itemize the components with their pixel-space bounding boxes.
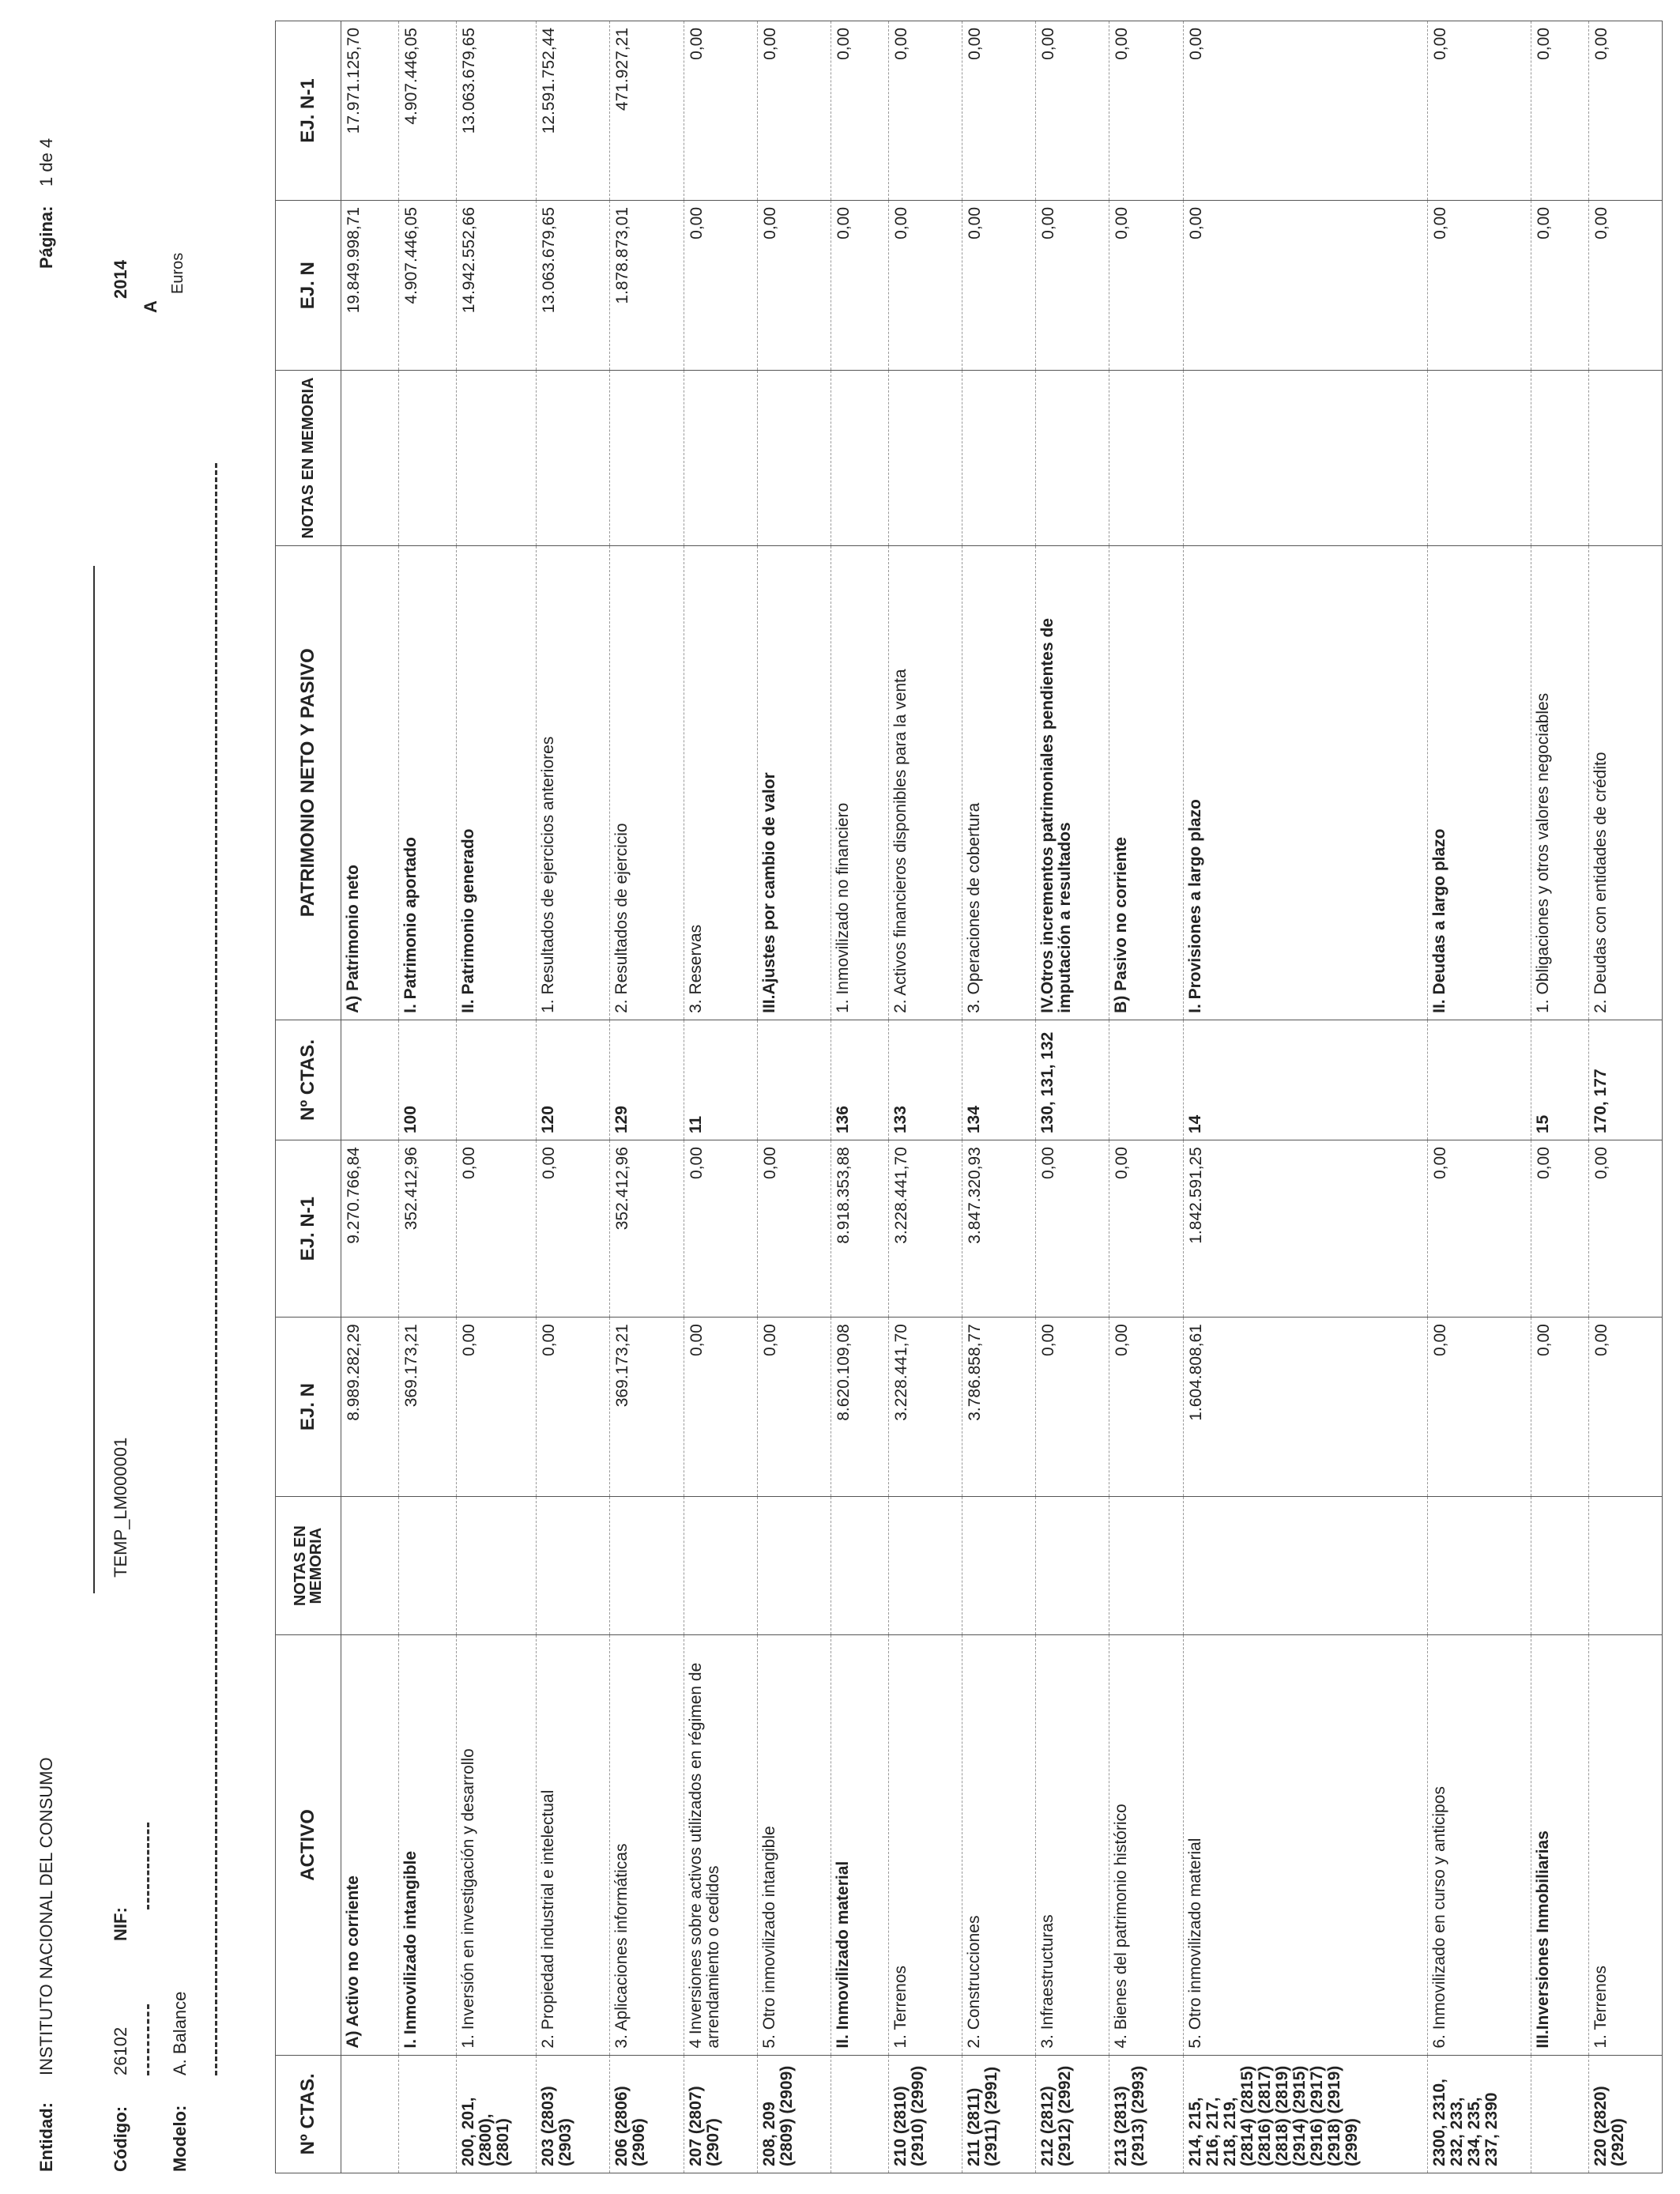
activo-ctas-cell: 212 (2812) (2912) (2992): [1036, 2055, 1109, 2173]
activo-ej-n1-cell: 0,00: [1036, 1140, 1109, 1318]
col-ej-n1-2-header: EJ. N-1: [276, 21, 341, 201]
modelo-label: Modelo:: [170, 2105, 190, 2172]
pasivo-ej-n1-cell: 0,00: [1588, 21, 1662, 201]
pasivo-ej-n1-cell: 0,00: [684, 21, 757, 201]
col-activo-header: ACTIVO: [276, 1635, 341, 2055]
pasivo-ej-n1-cell: 12.591.752,44: [537, 21, 610, 201]
activo-ej-n-cell: 369.173,21: [398, 1318, 456, 1497]
pasivo-ej-n1-cell: 0,00: [1036, 21, 1109, 201]
pasivo-ej-n-cell: 0,00: [1531, 200, 1588, 370]
activo-label-cell: III.Inversiones Inmobiliarias: [1531, 1635, 1588, 2055]
pasivo-notas-cell: [1036, 371, 1109, 545]
pasivo-label-cell: A) Patrimonio neto: [341, 545, 399, 1020]
activo-ej-n1-cell: 3.228.441,70: [888, 1140, 962, 1318]
table-row: [962, 21, 1035, 2173]
activo-ej-n1-cell: 0,00: [456, 1140, 536, 1318]
table-row: [684, 21, 757, 2173]
pasivo-ctas-cell: 120: [537, 1020, 610, 1140]
activo-ej-n-cell: 369.173,21: [610, 1318, 684, 1497]
pasivo-label-cell: 1. Inmovilizado no financiero: [831, 545, 888, 1020]
activo-notas-cell: [1588, 1497, 1662, 1635]
activo-notas-cell: [610, 1497, 684, 1635]
pasivo-notas-cell: [341, 371, 399, 545]
pasivo-label-cell: I. Patrimonio aportado: [398, 545, 456, 1020]
activo-ej-n-cell: 0,00: [757, 1318, 831, 1497]
nif-label: NIF:: [111, 1907, 130, 1941]
pasivo-ej-n1-cell: 4.907.446,05: [398, 21, 456, 201]
pasivo-ej-n1-cell: 471.927,21: [610, 21, 684, 201]
pasivo-ej-n-cell: 0,00: [1427, 200, 1531, 370]
activo-ctas-cell: 211 (2811) (2911) (2991): [962, 2055, 1035, 2173]
type-value: A: [141, 300, 160, 313]
col-ej-n-2-header: EJ. N: [276, 200, 341, 370]
table-row: [456, 21, 536, 2173]
activo-label-cell: I. Inmovilizado intangible: [398, 1635, 456, 2055]
pasivo-label-cell: 2. Resultados de ejercicio: [610, 545, 684, 1020]
pasivo-notas-cell: [888, 371, 962, 545]
pasivo-ej-n1-cell: 0,00: [1109, 21, 1183, 201]
table-row: [1036, 21, 1109, 2173]
pasivo-label-cell: 1. Obligaciones y otros valores negociables: [1531, 545, 1588, 1020]
activo-ctas-cell: [398, 2055, 456, 2173]
activo-ej-n1-cell: 0,00: [1531, 1140, 1588, 1318]
activo-ej-n-cell: 0,00: [684, 1318, 757, 1497]
codigo-label: Código:: [111, 2105, 130, 2172]
activo-ej-n1-cell: 9.270.766,84: [341, 1140, 399, 1318]
activo-ej-n-cell: 3.786.858,77: [962, 1318, 1035, 1497]
activo-ctas-cell: [831, 2055, 888, 2173]
temp-code: TEMP_LM000001: [111, 1437, 130, 1578]
activo-ej-n1-cell: 0,00: [684, 1140, 757, 1318]
activo-ctas-cell: 213 (2813) (2913) (2993): [1109, 2055, 1183, 2173]
codigo-dashes: [147, 2004, 149, 2075]
pasivo-notas-cell: [456, 371, 536, 545]
activo-ctas-cell: 206 (2806) (2906): [610, 2055, 684, 2173]
pasivo-ej-n1-cell: 13.063.679,65: [456, 21, 536, 201]
activo-ctas-cell: 220 (2820) (2920): [1588, 2055, 1662, 2173]
col-ej-n1-header: EJ. N-1: [276, 1140, 341, 1318]
activo-ej-n-cell: 0,00: [1531, 1318, 1588, 1497]
activo-label-cell: 2. Construcciones: [962, 1635, 1035, 2055]
pasivo-ctas-cell: [757, 1020, 831, 1140]
pasivo-label-cell: II. Patrimonio generado: [456, 545, 536, 1020]
pasivo-notas-cell: [610, 371, 684, 545]
activo-ej-n1-cell: 0,00: [1427, 1140, 1531, 1318]
activo-label-cell: 1. Inversión en investigación y desarrollo: [456, 1635, 536, 2055]
col-ej-n-header: EJ. N: [276, 1318, 341, 1497]
pasivo-notas-cell: [398, 371, 456, 545]
activo-ej-n1-cell: 8.918.353,88: [831, 1140, 888, 1318]
activo-ctas-cell: 200, 201, (2800), (2801): [456, 2055, 536, 2173]
pasivo-ctas-cell: 134: [962, 1020, 1035, 1140]
table-row: [1183, 21, 1427, 2173]
modelo-dashes: [215, 463, 217, 2075]
pasivo-ctas-cell: 133: [888, 1020, 962, 1140]
table-row: [398, 21, 456, 2173]
activo-ctas-cell: [1531, 2055, 1588, 2173]
pasivo-ctas-cell: 100: [398, 1020, 456, 1140]
pasivo-ej-n-cell: 0,00: [831, 200, 888, 370]
activo-ctas-cell: 207 (2807) (2907): [684, 2055, 757, 2173]
pasivo-ej-n-cell: 13.063.679,65: [537, 200, 610, 370]
modelo-value: A. Balance: [170, 1991, 190, 2075]
pasivo-ej-n-cell: 19.849.998,71: [341, 200, 399, 370]
pasivo-label-cell: IV.Otros incrementos patrimoniales pendientes de imputación a resultados: [1036, 545, 1109, 1020]
pasivo-ej-n-cell: 0,00: [757, 200, 831, 370]
pasivo-ctas-cell: 14: [1183, 1020, 1427, 1140]
pasivo-label-cell: III.Ajustes por cambio de valor: [757, 545, 831, 1020]
activo-notas-cell: [1109, 1497, 1183, 1635]
activo-ctas-cell: 210 (2810) (2910) (2990): [888, 2055, 962, 2173]
pasivo-notas-cell: [831, 371, 888, 545]
activo-ej-n1-cell: 0,00: [537, 1140, 610, 1318]
activo-ej-n1-cell: 352.412,96: [398, 1140, 456, 1318]
table-row: [1531, 21, 1588, 2173]
activo-ctas-cell: 214, 215, 216, 217, 218, 219, (2814) (2815) (2816) (2817) (2818) (2819) (2914) (2915) (2916) (2917) (2918) (2919) (2999): [1183, 2055, 1427, 2173]
activo-label-cell: 4. Bienes del patrimonio histórico: [1109, 1635, 1183, 2055]
activo-label-cell: 4 Inversiones sobre activos utilizados en régimen de arrendamiento o cedidos: [684, 1635, 757, 2055]
activo-ej-n1-cell: 3.847.320,93: [962, 1140, 1035, 1318]
pasivo-ej-n1-cell: 0,00: [831, 21, 888, 201]
pasivo-notas-cell: [1531, 371, 1588, 545]
col-notas-header: NOTAS EN MEMORIA: [276, 1497, 341, 1635]
activo-ej-n1-cell: 0,00: [757, 1140, 831, 1318]
activo-ej-n-cell: 8.620.109,08: [831, 1318, 888, 1497]
activo-notas-cell: [1183, 1497, 1427, 1635]
pasivo-label-cell: 3. Operaciones de cobertura: [962, 545, 1035, 1020]
pasivo-ctas-cell: 129: [610, 1020, 684, 1140]
table-row: [757, 21, 831, 2173]
table-row: [610, 21, 684, 2173]
table-row: [537, 21, 610, 2173]
table-row: [1427, 21, 1531, 2173]
entidad-label: Entidad:: [36, 2102, 56, 2172]
pasivo-ctas-cell: 130, 131, 132: [1036, 1020, 1109, 1140]
pasivo-label-cell: 3. Reservas: [684, 545, 757, 1020]
activo-notas-cell: [831, 1497, 888, 1635]
activo-notas-cell: [341, 1497, 399, 1635]
activo-label-cell: II. Inmovilizado material: [831, 1635, 888, 2055]
activo-label-cell: 2. Propiedad industrial e intelectual: [537, 1635, 610, 2055]
pasivo-label-cell: II. Deudas a largo plazo: [1427, 545, 1531, 1020]
currency-value: Euros: [169, 252, 186, 294]
table-row: [1588, 21, 1662, 2173]
activo-label-cell: 3. Aplicaciones informáticas: [610, 1635, 684, 2055]
pasivo-ej-n-cell: 4.907.446,05: [398, 200, 456, 370]
pasivo-notas-cell: [1109, 371, 1183, 545]
activo-label-cell: 5. Otro inmovilizado material: [1183, 1635, 1427, 2055]
activo-ej-n-cell: 0,00: [1588, 1318, 1662, 1497]
pasivo-ctas-cell: [341, 1020, 399, 1140]
activo-notas-cell: [888, 1497, 962, 1635]
pasivo-ej-n1-cell: 0,00: [1183, 21, 1427, 201]
col-notas2-header: NOTAS EN MEMORIA: [276, 371, 341, 545]
table-row: [1109, 21, 1183, 2173]
pasivo-ctas-cell: 15: [1531, 1020, 1588, 1140]
activo-ej-n1-cell: 0,00: [1109, 1140, 1183, 1318]
pasivo-ej-n1-cell: 0,00: [888, 21, 962, 201]
activo-label-cell: 5. Otro inmovilizado intangible: [757, 1635, 831, 2055]
activo-ej-n-cell: 1.604.808,61: [1183, 1318, 1427, 1497]
table-row: [341, 21, 399, 2173]
nif-dashes: [147, 1823, 149, 1909]
activo-ej-n-cell: 0,00: [456, 1318, 536, 1497]
pasivo-ej-n-cell: 0,00: [1109, 200, 1183, 370]
pasivo-ej-n1-cell: 0,00: [757, 21, 831, 201]
pagina-value: 1 de 4: [36, 138, 56, 187]
activo-notas-cell: [684, 1497, 757, 1635]
col-ctas2-header: Nº CTAS.: [276, 1020, 341, 1140]
pasivo-ctas-cell: [1109, 1020, 1183, 1140]
activo-label-cell: 1. Terrenos: [1588, 1635, 1662, 2055]
activo-label-cell: 1. Terrenos: [888, 1635, 962, 2055]
col-pasivo-header: PATRIMONIO NETO Y PASIVO: [276, 545, 341, 1020]
pasivo-label-cell: B) Pasivo no corriente: [1109, 545, 1183, 1020]
header-rule: [93, 566, 95, 1593]
pasivo-ctas-cell: 170, 177: [1588, 1020, 1662, 1140]
activo-notas-cell: [757, 1497, 831, 1635]
activo-label-cell: A) Activo no corriente: [341, 1635, 399, 2055]
pasivo-notas-cell: [537, 371, 610, 545]
pasivo-ej-n1-cell: 0,00: [1427, 21, 1531, 201]
activo-notas-cell: [1427, 1497, 1531, 1635]
pagina-label: Página:: [36, 205, 56, 269]
pasivo-ej-n-cell: 0,00: [962, 200, 1035, 370]
col-ctas-header: Nº CTAS.: [276, 2055, 341, 2173]
activo-ej-n-cell: 8.989.282,29: [341, 1318, 399, 1497]
pasivo-ej-n-cell: 0,00: [1183, 200, 1427, 370]
activo-notas-cell: [398, 1497, 456, 1635]
pasivo-ej-n-cell: 0,00: [684, 200, 757, 370]
balance-table: [275, 21, 1663, 2173]
activo-ej-n-cell: 0,00: [1036, 1318, 1109, 1497]
pasivo-label-cell: I. Provisiones a largo plazo: [1183, 545, 1427, 1020]
activo-notas-cell: [1036, 1497, 1109, 1635]
activo-ctas-cell: 2300, 2310, 232, 233, 234, 235, 237, 2390: [1427, 2055, 1531, 2173]
pasivo-ctas-cell: 11: [684, 1020, 757, 1140]
pasivo-label-cell: 1. Resultados de ejercicios anteriores: [537, 545, 610, 1020]
pasivo-ej-n-cell: 0,00: [1588, 200, 1662, 370]
pasivo-ctas-cell: 136: [831, 1020, 888, 1140]
activo-label-cell: 6. Inmovilizado en curso y anticipos: [1427, 1635, 1531, 2055]
activo-ej-n-cell: 0,00: [1427, 1318, 1531, 1497]
pasivo-notas-cell: [757, 371, 831, 545]
pasivo-ej-n1-cell: 17.971.125,70: [341, 21, 399, 201]
pasivo-notas-cell: [1183, 371, 1427, 545]
activo-ej-n-cell: 0,00: [537, 1318, 610, 1497]
pasivo-ej-n1-cell: 0,00: [1531, 21, 1588, 201]
activo-ej-n-cell: 3.228.441,70: [888, 1318, 962, 1497]
pasivo-ctas-cell: [1427, 1020, 1531, 1140]
entidad-value: INSTITUTO NACIONAL DEL CONSUMO: [36, 1757, 56, 2075]
table-row: [888, 21, 962, 2173]
activo-ej-n1-cell: 1.842.591,25: [1183, 1140, 1427, 1318]
table-row: [831, 21, 888, 2173]
activo-notas-cell: [1531, 1497, 1588, 1635]
activo-ej-n1-cell: 0,00: [1588, 1140, 1662, 1318]
pasivo-ej-n-cell: 0,00: [1036, 200, 1109, 370]
activo-ej-n1-cell: 352.412,96: [610, 1140, 684, 1318]
table-header-row: [276, 21, 341, 2173]
pasivo-ctas-cell: [456, 1020, 536, 1140]
activo-ej-n-cell: 0,00: [1109, 1318, 1183, 1497]
pasivo-ej-n1-cell: 0,00: [962, 21, 1035, 201]
activo-ctas-cell: [341, 2055, 399, 2173]
activo-notas-cell: [537, 1497, 610, 1635]
pasivo-label-cell: 2. Deudas con entidades de crédito: [1588, 545, 1662, 1020]
activo-ctas-cell: 208, 209 (2809) (2909): [757, 2055, 831, 2173]
pasivo-label-cell: 2. Activos financieros disponibles para la venta: [888, 545, 962, 1020]
activo-label-cell: 3. Infraestructuras: [1036, 1635, 1109, 2055]
activo-notas-cell: [456, 1497, 536, 1635]
codigo-value: 26102: [111, 2026, 130, 2075]
pasivo-ej-n-cell: 14.942.552,66: [456, 200, 536, 370]
pasivo-notas-cell: [962, 371, 1035, 545]
pasivo-ej-n-cell: 1.878.873,01: [610, 200, 684, 370]
pasivo-notas-cell: [684, 371, 757, 545]
pasivo-ej-n-cell: 0,00: [888, 200, 962, 370]
year-value: 2014: [111, 260, 130, 299]
activo-notas-cell: [962, 1497, 1035, 1635]
pasivo-notas-cell: [1427, 371, 1531, 545]
pasivo-notas-cell: [1588, 371, 1662, 545]
activo-ctas-cell: 203 (2803) (2903): [537, 2055, 610, 2173]
